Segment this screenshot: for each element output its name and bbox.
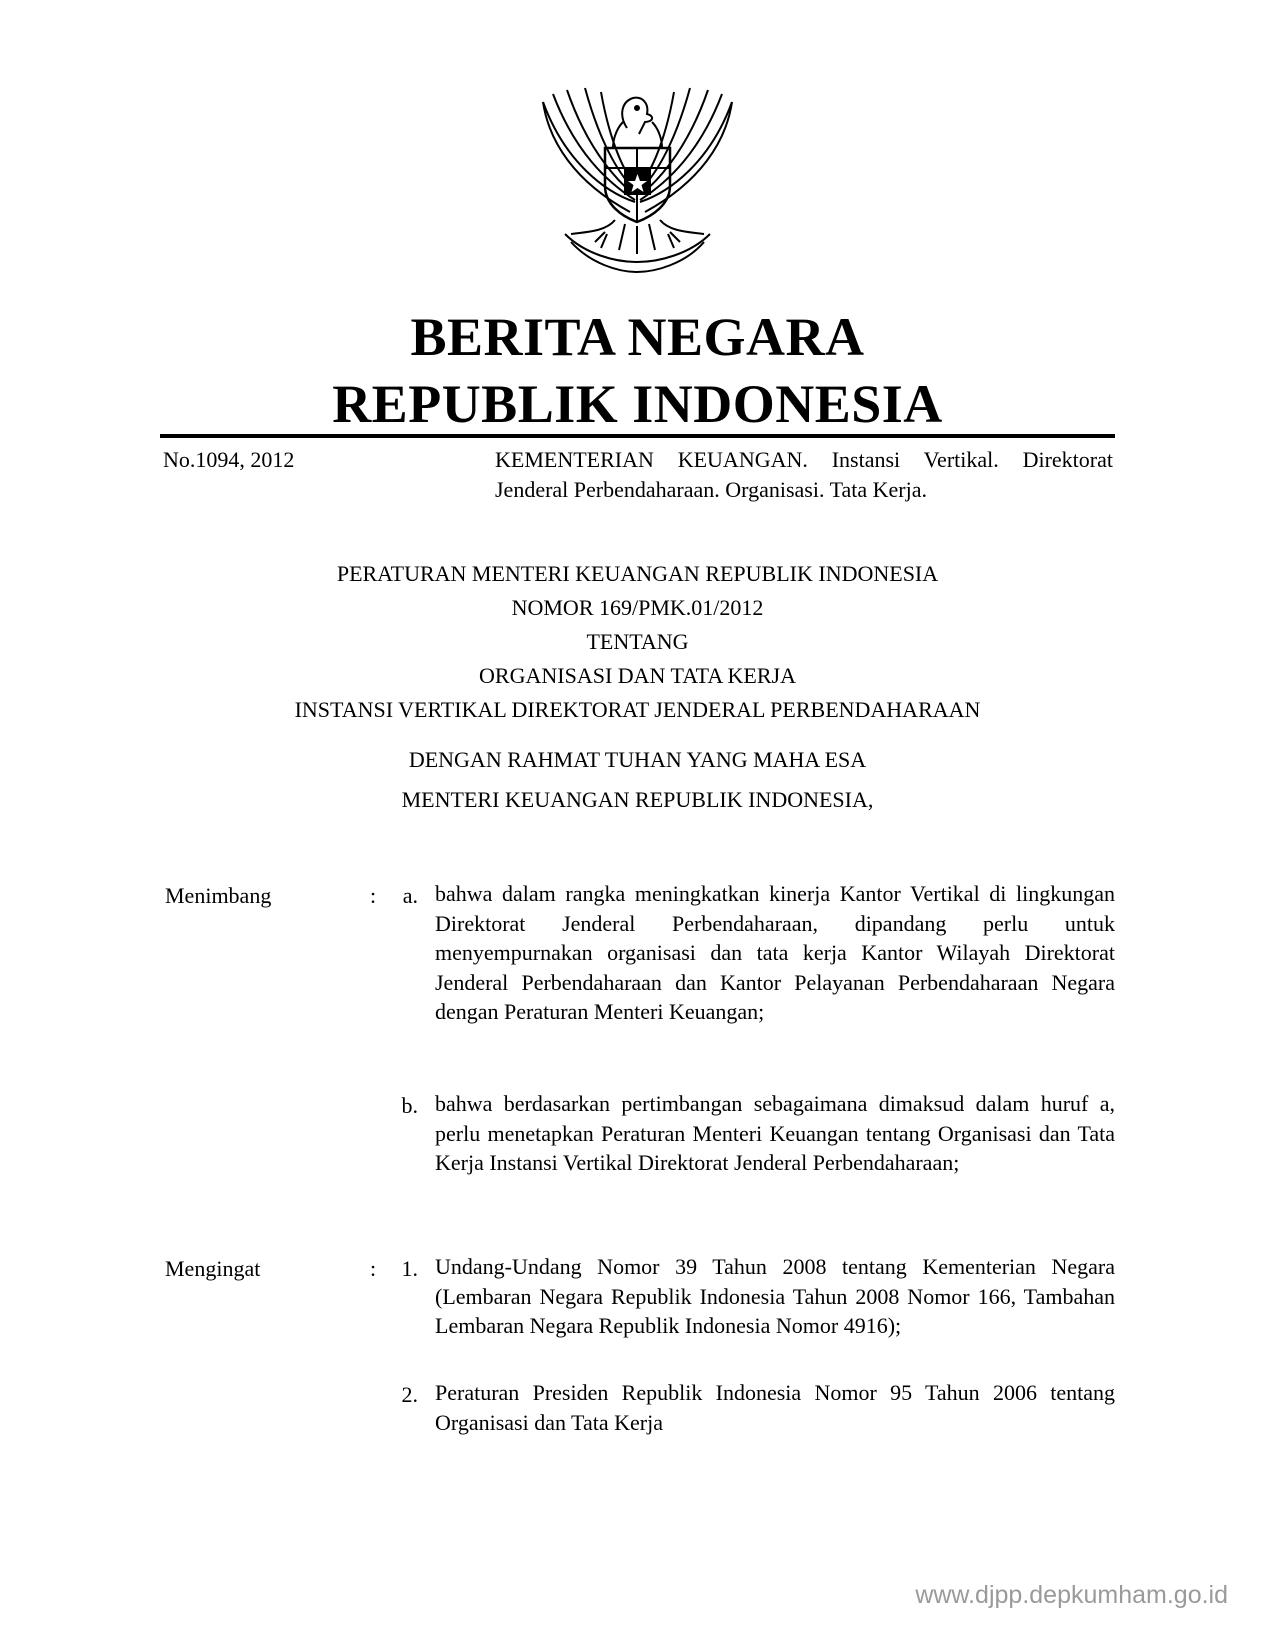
source-watermark-link[interactable]: www.djpp.depkumham.go.id: [915, 1581, 1228, 1609]
mengingat-item-2: Peraturan Presiden Republik Indonesia Nomor 95 Tahun 2006 tentang Organisasi dan Tata Kerja: [435, 1380, 1115, 1435]
masthead-divider: [160, 434, 1115, 438]
masthead-subtitle: REPUBLIK INDONESIA: [332, 374, 943, 434]
menimbang-item-b-marker: b.: [401, 1093, 418, 1118]
menimbang-item-a: bahwa dalam rangka meningkatkan kinerja Kantor Vertikal di lingkungan Direktorat Jenderal Perbendaharaan, dipandang perlu untuk menyempurnakan organisasi dan tata kerja Kantor Wilayah Direktorat Jenderal Perbendaharaan dan Kantor Pelayanan Perbendaharaan Negara dengan Peraturan Menteri Keuangan;: [435, 881, 1115, 1024]
mengingat-item-1-marker: 1.: [401, 1256, 418, 1281]
preamble-line1: DENGAN RAHMAT TUHAN YANG MAHA ESA: [408, 747, 867, 772]
regulation-number: NOMOR 169/PMK.01/2012: [511, 595, 764, 620]
gazette-number: No.1094, 2012: [163, 447, 295, 472]
mengingat-item-1: Undang-Undang Nomor 39 Tahun 2008 tentang Kementerian Negara (Lembaran Negara Republik Indonesia Tahun 2008 Nomor 166, Tambahan Lembaran Negara Republik Indonesia Nomor 4916);: [435, 1254, 1115, 1338]
regulation-subject-line1: ORGANISASI DAN TATA KERJA: [479, 663, 796, 688]
source-watermark[interactable]: [858, 1581, 1228, 1610]
menimbang-label: Menimbang: [165, 883, 272, 908]
mengingat-item-2-marker: 2.: [401, 1382, 418, 1407]
mengingat-label: Mengingat: [165, 1256, 261, 1281]
regulation-subject-line2: INSTANSI VERTIKAL DIREKTORAT JENDERAL PERBENDAHARAAN: [294, 697, 981, 722]
menimbang-item-a-marker: a.: [402, 883, 418, 908]
garuda-emblem-icon: [535, 82, 740, 282]
gazette-subject: KEMENTERIAN KEUANGAN. Instansi Vertikal. Direktorat Jenderal Perbendaharaan. Organisasi. Tata Kerja.: [495, 447, 1113, 502]
menimbang-item-b: bahwa berdasarkan pertimbangan sebagaimana dimaksud dalam huruf a, perlu menetapkan Peraturan Menteri Keuangan tentang Organisasi dan Tata Kerja Instansi Vertikal Direktorat Jenderal Perbendaharaan;: [435, 1091, 1115, 1175]
regulation-about: TENTANG: [586, 629, 689, 654]
menimbang-colon: :: [370, 883, 377, 908]
regulation-title: PERATURAN MENTERI KEUANGAN REPUBLIK INDONESIA: [336, 561, 939, 586]
masthead-title: BERITA NEGARA: [410, 307, 865, 367]
mengingat-colon: :: [370, 1256, 377, 1281]
preamble-line2: MENTERI KEUANGAN REPUBLIK INDONESIA,: [401, 787, 874, 812]
